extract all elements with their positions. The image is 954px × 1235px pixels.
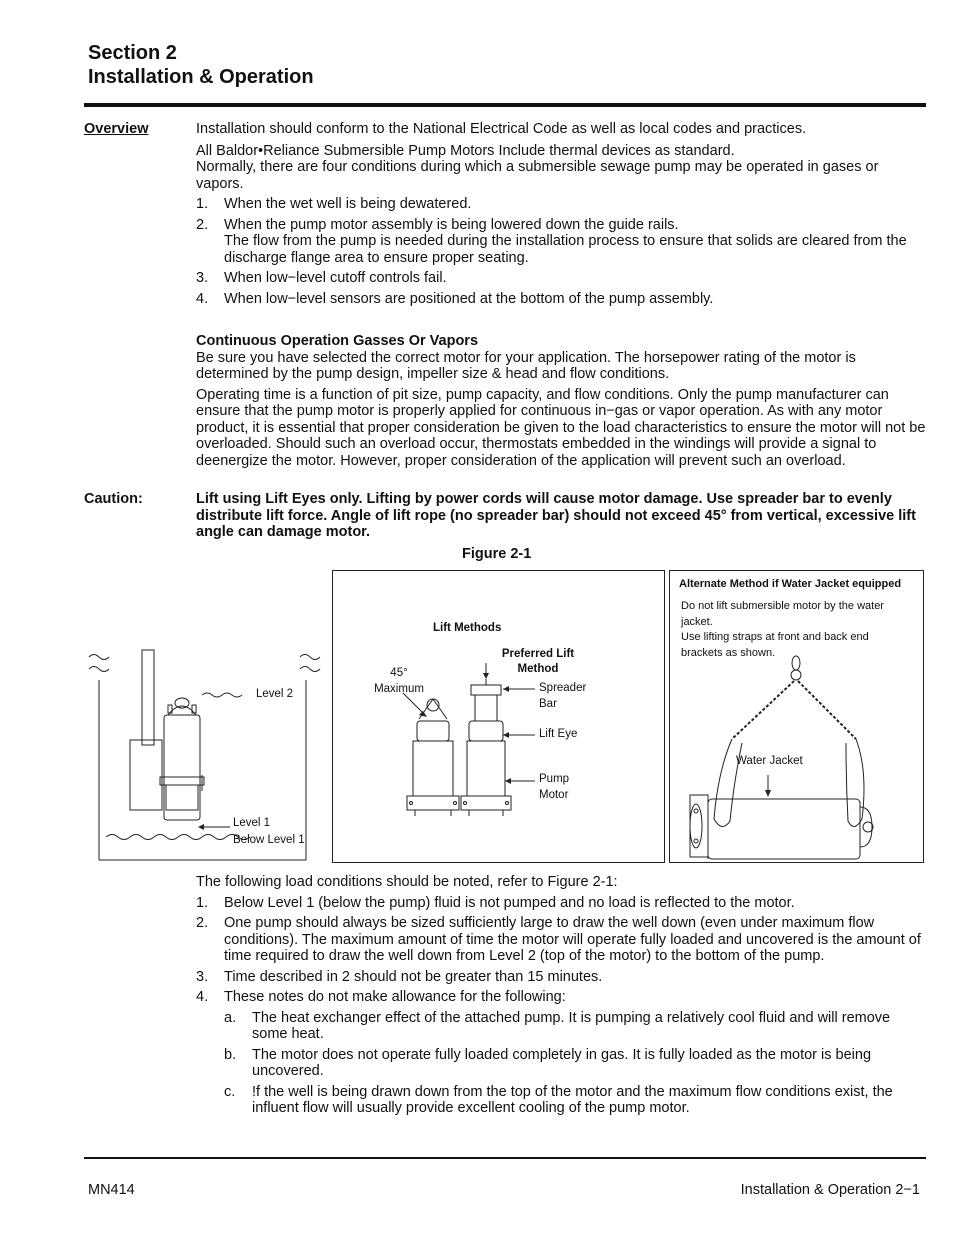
footer-page-number: Installation & Operation 2−1 xyxy=(740,1182,920,1198)
section-number: Section 2 xyxy=(88,42,177,64)
section-title: Installation & Operation xyxy=(88,66,314,88)
condition-item: 4. When low−level sensors are positioned at the bottom of the pump assembly. xyxy=(196,290,714,307)
overview-p3: Normally, there are four conditions during which a submersible sewage pump may be operated in gases or vapors. xyxy=(196,159,879,192)
pump-motor-label: Pump Motor xyxy=(539,773,570,801)
condition-item: 2. When the pump motor assembly is being lowered down the guide rails. The flow from the pump is needed during the installation process to ensure that solids are cleared from the discharge flange area to ensure proper seating. xyxy=(196,216,907,266)
page-title xyxy=(88,41,314,89)
condition-item: 3. When low−level cutoff controls fail. xyxy=(196,270,447,286)
wet-well-diagram xyxy=(84,645,324,865)
angle-label: 45° Maximum xyxy=(374,667,424,695)
load-subitem: c. !f the well is being drawn down from the top of the motor and the maximum flow conditions exist, the influent flow will usually provide excellent cooling of the pump motor. xyxy=(224,1083,893,1116)
caution-label: Caution: xyxy=(84,491,143,507)
water-jacket-label: Water Jacket xyxy=(736,755,803,767)
spreader-bar-label: Spreader Bar xyxy=(539,682,587,710)
bottom-rule xyxy=(84,1157,926,1159)
load-conditions xyxy=(196,874,926,1117)
continuous-p1: Be sure you have selected the correct motor for your application. The horsepower rating of the motor is determined by the pump design, impeller size & head and flow conditions. xyxy=(196,349,856,382)
load-intro: The following load conditions should be noted, refer to Figure 2-1: xyxy=(196,874,618,890)
load-item: 2. One pump should always be sized sufficiently large to draw the well down (even under maximum flow conditions). The maximum amount of time the motor will operate fully loaded and uncovered is the amount of time required to draw the well down from Level 2 (top of the motor) to the bottom of the pump. xyxy=(196,915,921,964)
alternate-method-panel xyxy=(669,570,924,863)
lift-methods-drawing xyxy=(333,571,664,862)
top-rule xyxy=(84,103,926,107)
figure-caption: Figure 2-1 xyxy=(462,546,532,562)
lift-eye-label: Lift Eye xyxy=(539,728,578,740)
level1-label: Level 1 xyxy=(233,817,271,829)
level2-label: Level 2 xyxy=(256,688,294,700)
below-level1-label: Below Level 1 xyxy=(233,834,305,846)
load-item: 1. Below Level 1 (below the pump) fluid is not pumped and no load is reflected to the motor. xyxy=(196,894,795,911)
wet-well-drawing xyxy=(84,645,324,865)
overview-p1: Installation should conform to the National Electrical Code as well as local codes and practices. xyxy=(196,121,807,137)
alternate-method-notes: Do not lift submersible motor by the water jacket. Use lifting straps at front and back end brackets as shown. xyxy=(681,600,884,659)
load-item: 4. These notes do not make allowance for the following: xyxy=(196,989,566,1005)
overview-p2: All Baldor•Reliance Submersible Pump Motors Include thermal devices as standard. xyxy=(196,142,735,159)
overview-body xyxy=(196,121,926,469)
overview-heading: Overview xyxy=(84,121,149,137)
condition-item: 1. When the wet well is being dewatered. xyxy=(196,196,472,212)
preferred-method-label: Preferred Lift Method xyxy=(501,648,575,675)
continuous-heading: Continuous Operation Gasses Or Vapors xyxy=(196,333,479,349)
lift-methods-panel xyxy=(332,570,665,863)
load-subitem: a. The heat exchanger effect of the attached pump. It is pumping a relatively cool fluid and will remove some heat. xyxy=(224,1009,891,1042)
alternate-method-title: Alternate Method if Water Jacket equipped xyxy=(679,578,902,590)
caution-text: Lift using Lift Eyes only. Lifting by power cords will cause motor damage. Use spreader bar to evenly distribute lift force. Angle of lift rope (no spreader bar) should not exceed 45° from vertical, excessive lift angle can damage motor. xyxy=(196,491,916,540)
load-item: 3. Time described in 2 should not be greater than 15 minutes. xyxy=(196,968,603,985)
footer-doc-number: MN414 xyxy=(88,1182,135,1198)
continuous-p2: Operating time is a function of pit size, pump capacity, and flow conditions. Only the pump manufacturer can ensure that the pump motor is properly applied for continuous in−gas or vapor operation. As with any motor product, it is essential that proper consideration be given to the load characteristics to ensure the motor will not be overloaded. Should such an overload occur, thermostats embedded in the windings will provide a signal to deenergize the motor. However, proper consideration of the application will prevent such an overload. xyxy=(196,386,926,469)
load-subitem: b. The motor does not operate fully loaded completely in gas. It is fully loaded as the motor is being uncovered. xyxy=(224,1046,872,1079)
lift-methods-title: Lift Methods xyxy=(433,622,502,634)
